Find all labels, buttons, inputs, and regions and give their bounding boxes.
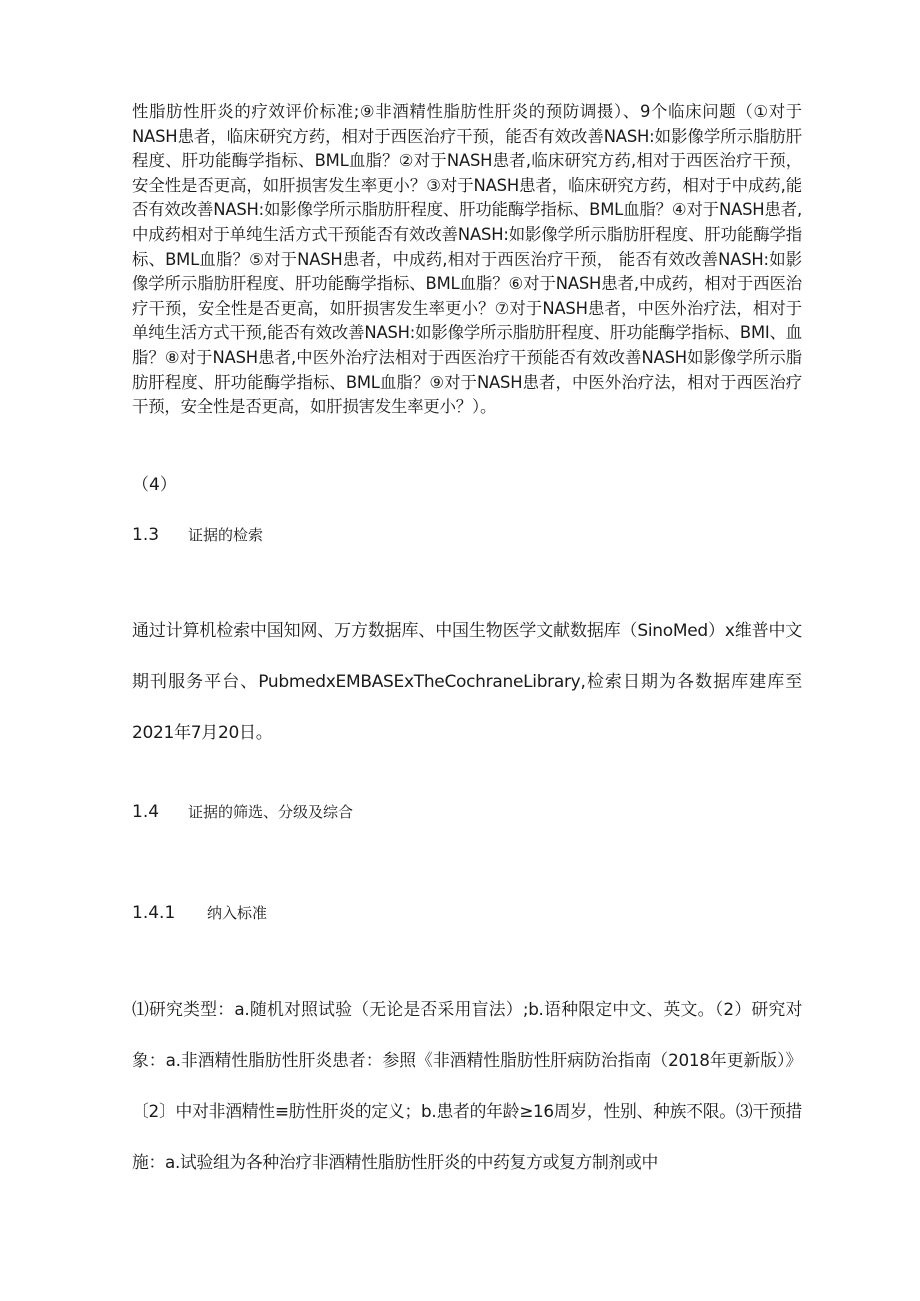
section-heading-1-4 <box>132 801 353 822</box>
section-number: 1.4 <box>132 802 160 822</box>
section-number: 1.3 <box>132 525 160 545</box>
item-number-4: （4） <box>132 475 177 495</box>
section-heading-1-3 <box>132 524 263 545</box>
section-number: 1.4.1 <box>132 903 176 923</box>
section-heading-1-4-1 <box>132 902 267 923</box>
section-title: 证据的检索 <box>188 526 264 544</box>
section-title: 纳入标准 <box>207 904 268 922</box>
clinical-questions-paragraph: 性脂肪性肝炎的疗效评价标准;⑨非酒精性脂肪性肝炎的预防调摄）、9个临床问题（①对于NASH患者，临床研究方药，相对于西医治疗干预，能否有效改善NASH:如影像学所示脂肪肝程度、肝功能酶学指标、BML血脂？②对于NASH患者,临床研究方药,相对于西医治疗干预，安全性是否更高，如肝损害发生率更小？③对于NASH患者，临床研究方药，相对于中成药,能否有效改善NASH:如影像学所示脂肪肝程度、肝功能酶学指标、BML血脂？④对于NASH患者,中成药相对于单纯生活方式干预能否有效改善NASH:如影像学所示脂肪肝程度、肝功能酶学指标、BML血脂？⑤对于NASH患者，中成药,相对于西医治疗干预， 能否有效改善NASH:如影像学所示脂肪肝程度、肝功能酶学指标、BML血脂？⑥对于NASH患者,中成药，相对于西医治疗干预，安全性是否更高，如肝损害发生率更小？⑦对于NASH患者，中医外治疗法，相对于单纯生活方式干预,能否有效改善NASH:如影像学所示脂肪肝程度、肝功能酶学指标、BMI、血脂？⑧对于NASH患者,中医外治疗法相对于西医治疗干预能否有效改善NASH如影像学所示脂肪肝程度、肝功能酶学指标、BML血脂？⑨对于NASH患者，中医外治疗法，相对于西医治疗干预，安全性是否更高，如肝损害发生率更小？）。 <box>132 102 802 417</box>
evidence-search-paragraph: 通过计算机检索中国知网、万方数据库、中国生物医学文献数据库（SinoMed）x维普中文期刊服务平台、PubmedxEMBASExTheCochraneLibrary,检索日期为各数据库建库至2021年7月20日。 <box>132 621 802 743</box>
inclusion-criteria-paragraph: ⑴研究类型：a.随机对照试验（无论是否采用盲法）;b.语种限定中文、英文。（2）研究对象：a.非酒精性脂肪性肝炎患者：参照《非酒精性脂肪性肝病防治指南（2018年更新版）》〔2〕中对非酒精性≡肪性肝炎的定义；b.患者的年龄≥16周岁，性别、种族不限。⑶干预措施：a.试验组为各种治疗非酒精性脂肪性肝炎的中药复方或复方制剂或中 <box>132 999 802 1172</box>
section-title: 证据的筛选、分级及综合 <box>188 803 354 821</box>
